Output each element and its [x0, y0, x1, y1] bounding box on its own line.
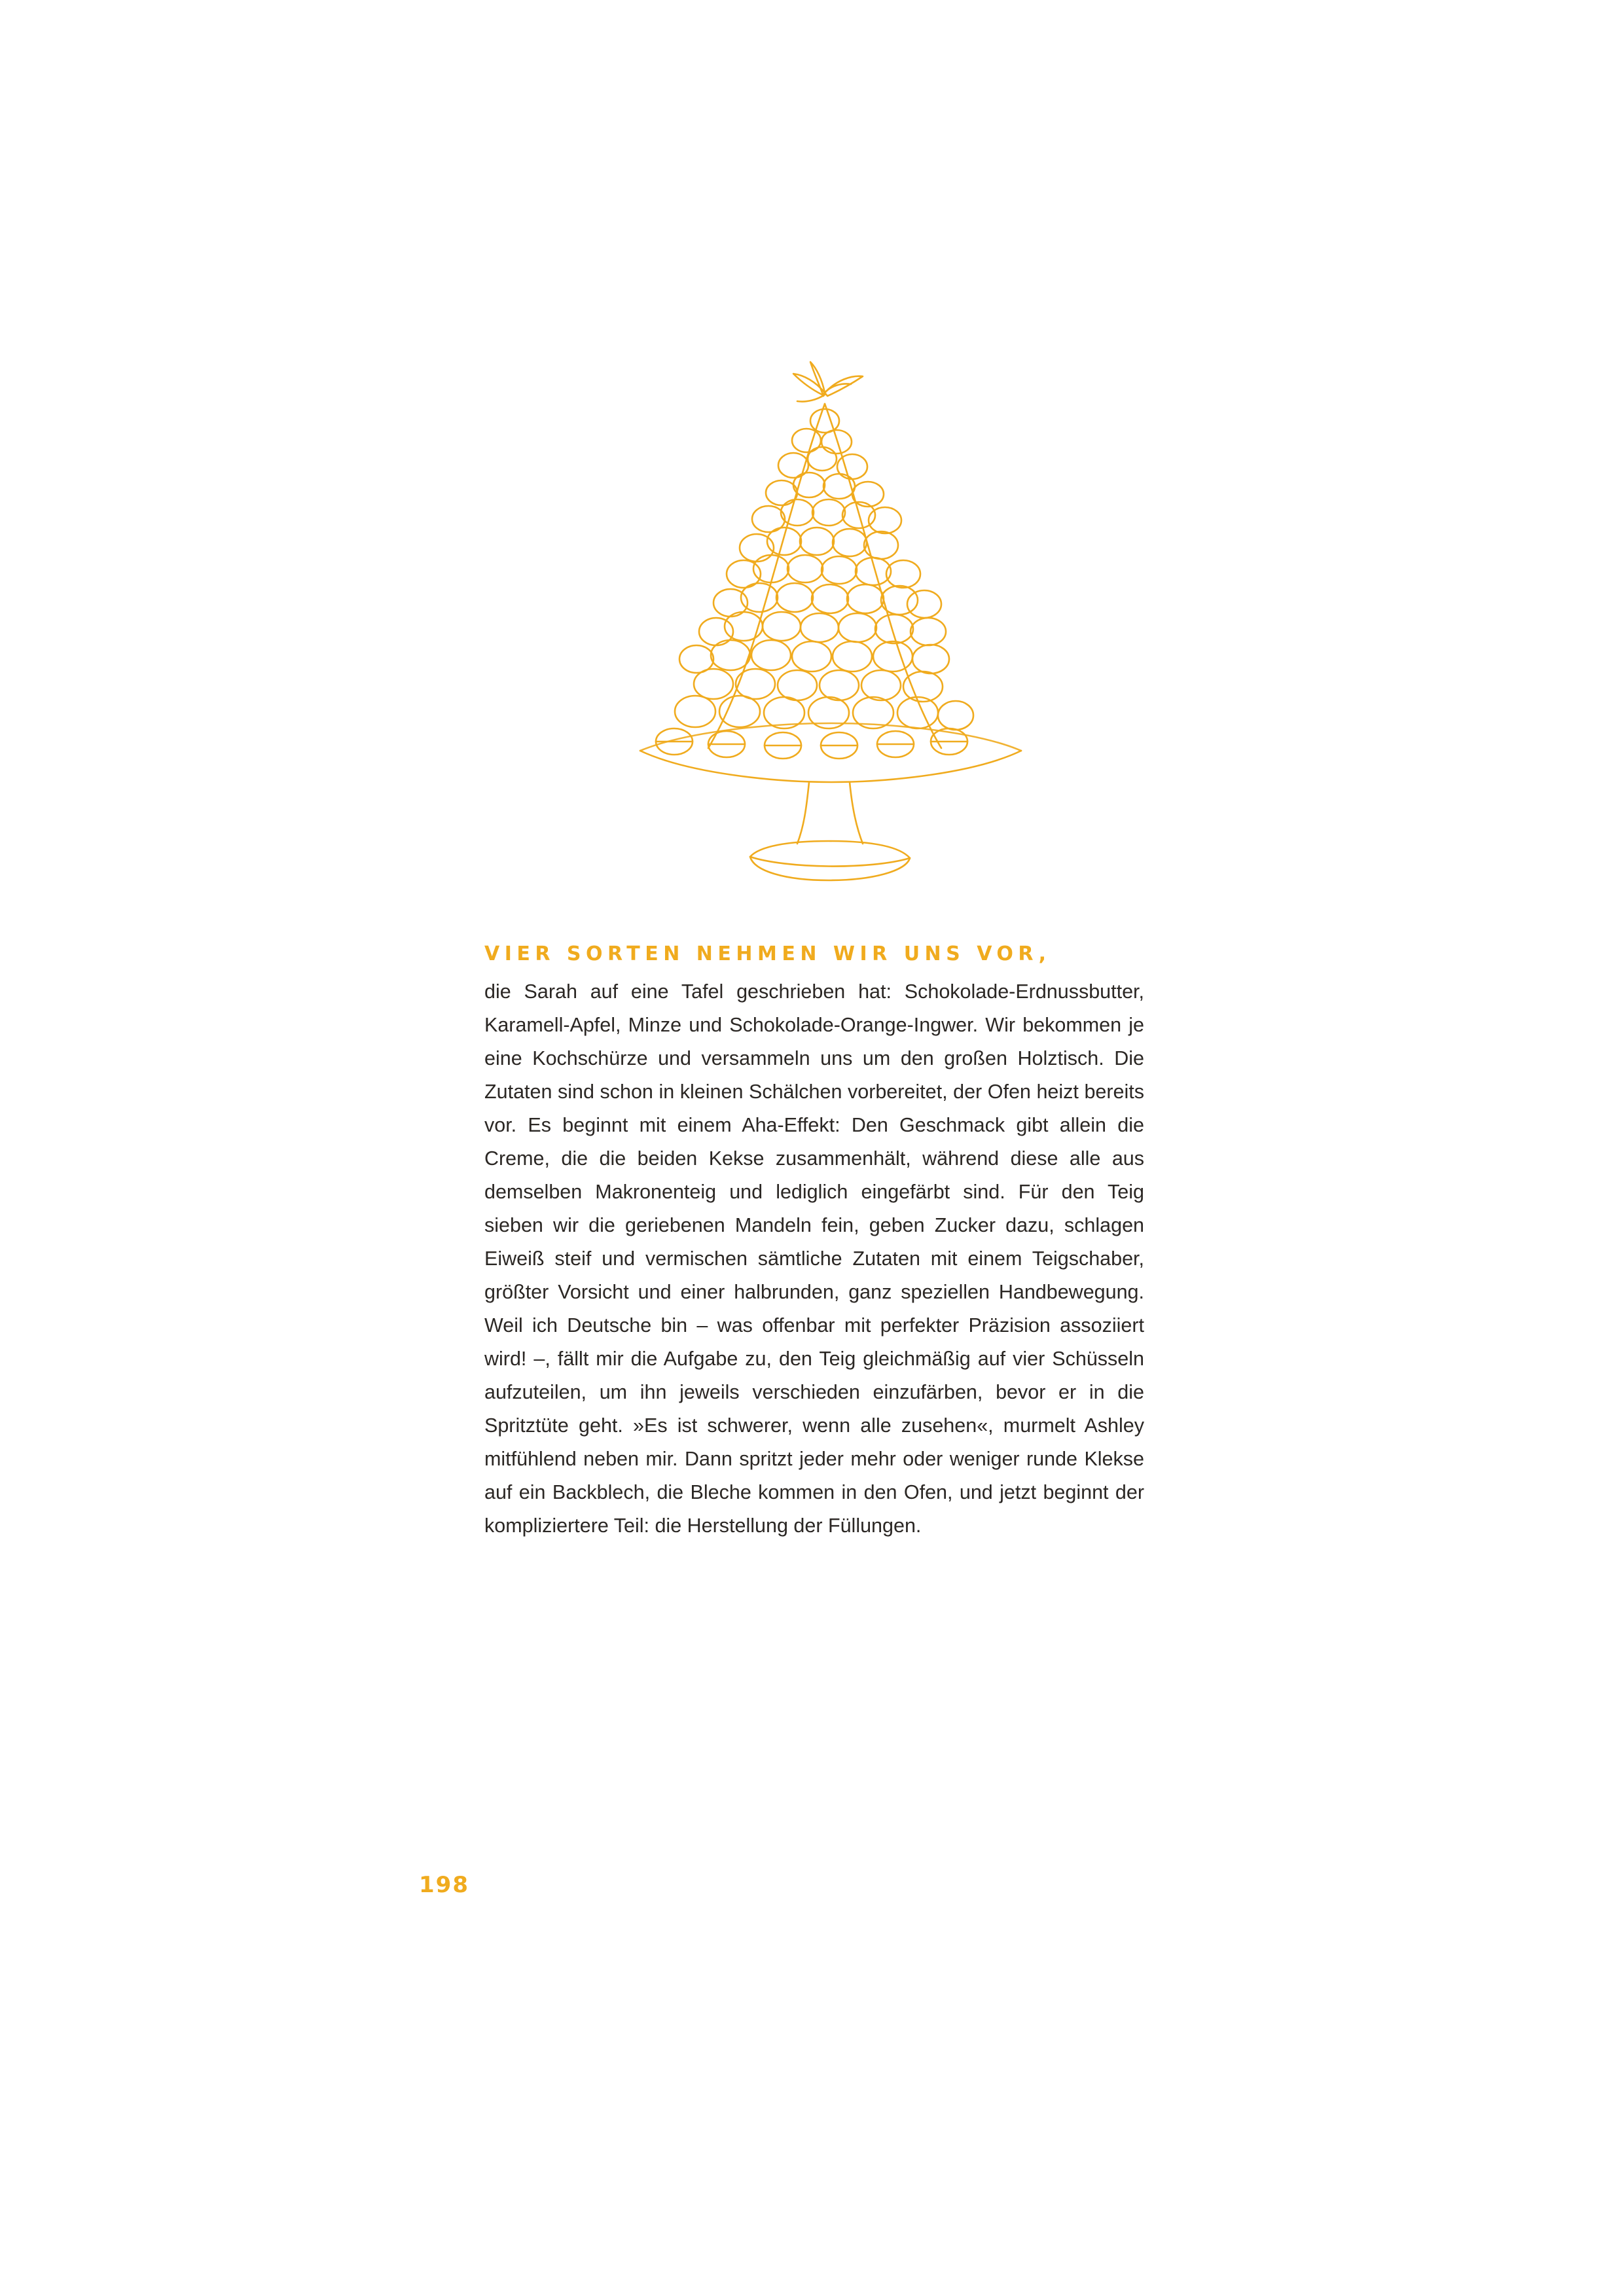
page-number: 198 [419, 1872, 469, 1898]
macaron-tower-illustration [628, 357, 1034, 906]
article-body: die Sarah auf eine Tafel geschrieben hat: Schokolade-Erdnussbutter, Karamell-Apfel, Minze und Schokolade-Orange-Ingwer. Wir bekommen je eine Kochschürze und versammeln uns um den großen Holztisch. Die Zutaten sind schon in kleinen Schälchen vorbereitet, der Ofen heizt bereits vor. Es beginnt mit einem Aha-Effekt: Den Geschmack gibt allein die Creme, die die beiden Kekse zusammenhält, während diese alle aus demselben Makronenteig und lediglich eingefärbt sind. Für den Teig sieben wir die geriebenen Mandeln fein, geben Zucker dazu, schlagen Eiweiß steif und vermischen sämtliche Zutaten mit einem Teigschaber, größter Vorsicht und einer halbrunden, ganz speziellen Handbewegung. Weil ich Deutsche bin – was offenbar mit perfekter Präzision assoziiert wird! –, fällt mir die Aufgabe zu, den Teig gleichmäßig auf vier Schüsseln aufzuteilen, um ihn jeweils verschieden einzufärben, bevor er in die Spritztüte geht. »Es ist schwerer, wenn alle zusehen«, murmelt Ashley mitfühlend neben mir. Dann spritzt jeder mehr oder weniger runde Klekse auf ein Backblech, die Bleche kommen in den Ofen, und jetzt beginnt der kompliziertere Teil: die Herstellung der Füllungen. [484, 980, 1144, 1537]
cake-stand [640, 723, 1021, 880]
loose-macarons [656, 728, 967, 759]
macaron-stack [675, 409, 973, 730]
article-kicker: VIER SORTEN NEHMEN WIR UNS VOR, [484, 942, 1051, 965]
topper-leaves-icon [793, 362, 863, 402]
article-text-column [484, 942, 1144, 1543]
